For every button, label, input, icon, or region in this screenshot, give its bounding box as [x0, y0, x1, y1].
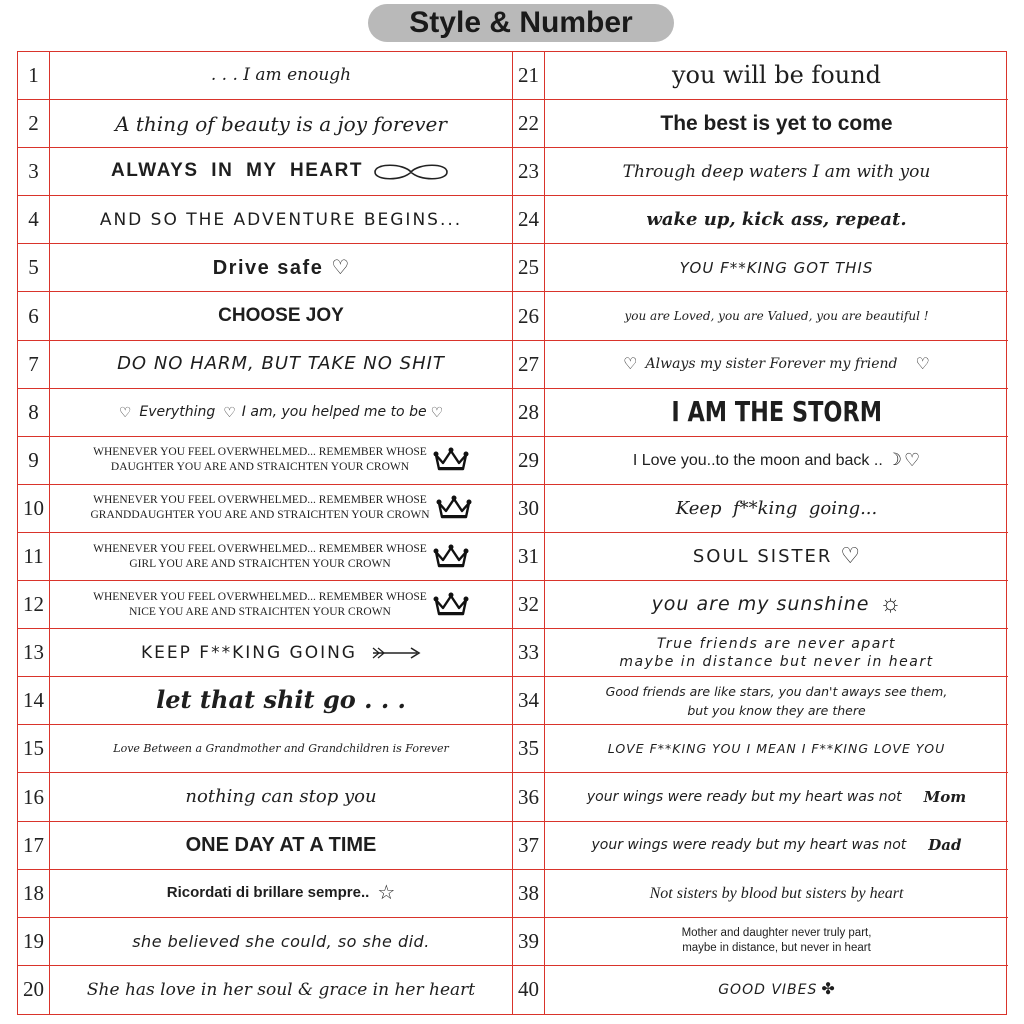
style-number: 32 [513, 581, 545, 628]
table-row [18, 918, 513, 966]
style-text: ONE DAY AT A TIME [185, 834, 377, 857]
table-row [18, 100, 513, 148]
table-row [513, 437, 1008, 485]
infinity-icon [371, 161, 451, 183]
style-number: 35 [513, 725, 545, 772]
heart-icon: ♡ [430, 403, 444, 420]
style-text: nothing can stop you [185, 786, 377, 808]
style-text: . . . I am enough [210, 65, 352, 86]
heart-icon: ♡ [223, 403, 236, 420]
style-cell [50, 437, 512, 484]
heart-icon: ♡ [331, 256, 350, 279]
style-text: SOUL SISTER [692, 545, 833, 567]
style-tag: Dad [928, 836, 962, 855]
sun-icon: ☼ [879, 590, 902, 618]
style-text-line1: WHENEVER YOU FEEL OVERWHELMED... REMEMBER WHOSE [93, 542, 427, 555]
style-number: 11 [18, 533, 50, 580]
style-cell [545, 918, 1008, 965]
style-number: 9 [18, 437, 50, 484]
style-number: 3 [18, 148, 50, 195]
style-cell [545, 773, 1008, 820]
table-row [18, 292, 513, 340]
style-number: 10 [18, 485, 50, 532]
style-text: Ricordati di brillare sempre.. [166, 884, 370, 902]
table-row [513, 581, 1008, 629]
style-number: 1 [18, 52, 50, 99]
style-cell [50, 389, 512, 436]
style-text: LOVE F**KING YOU I MEAN I F**KING LOVE YOU [607, 741, 946, 757]
style-cell [50, 870, 512, 917]
style-number: 12 [18, 581, 50, 628]
style-text-line1: WHENEVER YOU FEEL OVERWHELMED... REMEMBER WHOSE [93, 494, 427, 507]
style-text: Always my sister Forever my friend [645, 355, 898, 372]
table-row [18, 196, 513, 244]
style-text-line1: Mother and daughter never truly part, [681, 927, 872, 940]
style-text-line2: but you know they are there [687, 702, 866, 718]
style-text: your wings were ready but my heart was not [591, 836, 907, 853]
style-text-line2: GRANDDAUGHTER YOU ARE AND STRAICHTEN YOUR CROWN [90, 509, 430, 522]
style-number: 30 [513, 485, 545, 532]
table-row [18, 581, 513, 629]
style-cell [50, 485, 512, 532]
style-cell [545, 822, 1008, 869]
crown-icon [433, 447, 469, 473]
table-row [18, 389, 513, 437]
table-row [18, 870, 513, 918]
style-number: 19 [18, 918, 50, 965]
table-row [18, 485, 513, 533]
table-row [513, 725, 1008, 773]
style-cell [545, 966, 1008, 1014]
style-number: 29 [513, 437, 545, 484]
heart-icon: ♡ [904, 449, 921, 470]
style-cell [545, 677, 1008, 724]
style-number: 36 [513, 773, 545, 820]
style-text: let that shit go . . . [156, 685, 406, 715]
page-title: Style & Number [409, 6, 633, 39]
style-text: AND SO THE ADVENTURE BEGINS... [99, 209, 463, 230]
style-number: 23 [513, 148, 545, 195]
style-text-line1: WHENEVER YOU FEEL OVERWHELMED... REMEMBER WHOSE [93, 590, 427, 603]
style-number: 40 [513, 966, 545, 1014]
table-row [513, 196, 1008, 244]
table-row [513, 629, 1008, 677]
style-number: 2 [18, 100, 50, 147]
style-cell [545, 341, 1008, 388]
style-text: you will be found [671, 61, 882, 90]
style-text: she believed she could, so she did. [132, 931, 430, 951]
style-cell [50, 244, 512, 291]
table-row [513, 870, 1008, 918]
table-row [513, 341, 1008, 389]
style-number: 24 [513, 196, 545, 243]
style-cell [50, 581, 512, 628]
style-number: 15 [18, 725, 50, 772]
style-number: 14 [18, 677, 50, 724]
heart-icon: ♡ [840, 543, 861, 569]
style-text: wake up, kick ass, repeat. [646, 209, 907, 231]
style-text-line2: maybe in distance but never in heart [619, 653, 934, 670]
style-number: 5 [18, 244, 50, 291]
style-text-line2: GIRL YOU ARE AND STRAICHTEN YOUR CROWN [129, 557, 391, 570]
table-row [18, 52, 513, 100]
style-text-line2: NICE YOU ARE AND STRAICHTEN YOUR CROWN [129, 605, 391, 618]
crescent-moon-icon: ☽ [886, 450, 903, 470]
style-number: 17 [18, 822, 50, 869]
style-cell [545, 389, 1008, 436]
style-number: 18 [18, 870, 50, 917]
style-cell [545, 581, 1008, 628]
table-row [513, 292, 1008, 340]
table-row [513, 966, 1008, 1014]
style-text-line1: True friends are never apart [656, 635, 897, 652]
heart-icon: ♡ [623, 355, 638, 373]
arrow-icon [371, 643, 421, 662]
table-row [18, 437, 513, 485]
table-row [513, 244, 1008, 292]
style-cell [50, 533, 512, 580]
style-number: 4 [18, 196, 50, 243]
style-text-a: Everything [139, 403, 216, 420]
table-row [18, 244, 513, 292]
table-row [513, 148, 1008, 196]
style-text: The best is yet to come [660, 112, 893, 136]
style-text-line2: DAUGHTER YOU ARE AND STRAICHTEN YOUR CROWN [110, 461, 410, 474]
style-number: 31 [513, 533, 545, 580]
table-row [513, 100, 1008, 148]
style-number: 28 [513, 389, 545, 436]
style-number: 26 [513, 292, 545, 339]
table-row [513, 677, 1008, 725]
table-row [513, 773, 1008, 821]
style-text-line2: maybe in distance, but never in heart [682, 942, 871, 955]
style-text: CHOOSE JOY [218, 304, 344, 326]
table-row [513, 918, 1008, 966]
style-text: DO NO HARM, BUT TAKE NO SHIT [117, 353, 445, 375]
table-row [18, 148, 513, 196]
style-cell [545, 437, 1008, 484]
style-text: your wings were ready but my heart was not [586, 788, 902, 805]
style-text: you are my sunshine [651, 593, 870, 616]
style-number: 22 [513, 100, 545, 147]
table-row [513, 389, 1008, 437]
style-text: YOU F**KING GOT THIS [679, 258, 874, 277]
style-number: 38 [513, 870, 545, 917]
style-cell [50, 148, 512, 195]
style-text: ALWAYS IN MY HEART [111, 160, 363, 182]
table-row [18, 629, 513, 677]
style-cell [545, 629, 1008, 676]
heart-icon: ♡ [118, 403, 132, 420]
table-row [18, 966, 513, 1014]
style-text-line1: WHENEVER YOU FEEL OVERWHELMED... REMEMBER WHOSE [93, 446, 427, 459]
style-number: 34 [513, 677, 545, 724]
style-number: 39 [513, 918, 545, 965]
style-number: 27 [513, 341, 545, 388]
style-text: Love Between a Grandmother and Grandchildren is Forever [113, 742, 449, 756]
style-text: I Love you..to the moon and back .. [632, 451, 883, 469]
style-number: 20 [18, 966, 50, 1014]
crown-icon [433, 592, 469, 618]
style-text: KEEP F**KING GOING [141, 642, 357, 663]
table-row [18, 822, 513, 870]
heart-icon: ♡ [915, 355, 930, 373]
crown-icon [433, 544, 469, 570]
style-number: 37 [513, 822, 545, 869]
style-text: GOOD VIBES [718, 981, 818, 998]
style-tag: Mom [923, 788, 967, 807]
style-number: 33 [513, 629, 545, 676]
table-row [513, 52, 1008, 100]
star-icon: ☆ [377, 882, 396, 905]
clover-icon: ✤ [821, 981, 835, 999]
style-number-table [17, 51, 1007, 1015]
table-row [513, 533, 1008, 581]
table-row [18, 533, 513, 581]
style-number: 21 [513, 52, 545, 99]
style-number: 6 [18, 292, 50, 339]
style-text: Drive safe [212, 256, 324, 279]
table-row [18, 677, 513, 725]
table-row [18, 773, 513, 821]
style-text: Through deep waters I am with you [622, 161, 931, 182]
table-row [18, 725, 513, 773]
style-number: 13 [18, 629, 50, 676]
style-text: A thing of beauty is a joy forever [115, 111, 447, 136]
title-pill [368, 4, 674, 42]
table-row [513, 822, 1008, 870]
style-text-b: I am, you helped me to be [241, 403, 427, 420]
style-text-line1: Good friends are like stars, you dan't aways see them, [605, 683, 948, 699]
style-text: Not sisters by blood but sisters by heart [649, 884, 904, 902]
style-cell [50, 629, 512, 676]
style-number: 7 [18, 341, 50, 388]
style-text: you are Loved, you are Valued, you are beautiful ! [624, 308, 929, 323]
table-row [18, 341, 513, 389]
crown-icon [436, 495, 472, 521]
table-row [513, 485, 1008, 533]
style-cell [545, 533, 1008, 580]
style-text: Keep f**king going... [675, 497, 878, 519]
style-number: 16 [18, 773, 50, 820]
style-text: I AM THE STORM [671, 395, 882, 429]
style-text: She has love in her soul & grace in her heart [86, 979, 476, 1000]
style-number: 8 [18, 389, 50, 436]
style-number: 25 [513, 244, 545, 291]
